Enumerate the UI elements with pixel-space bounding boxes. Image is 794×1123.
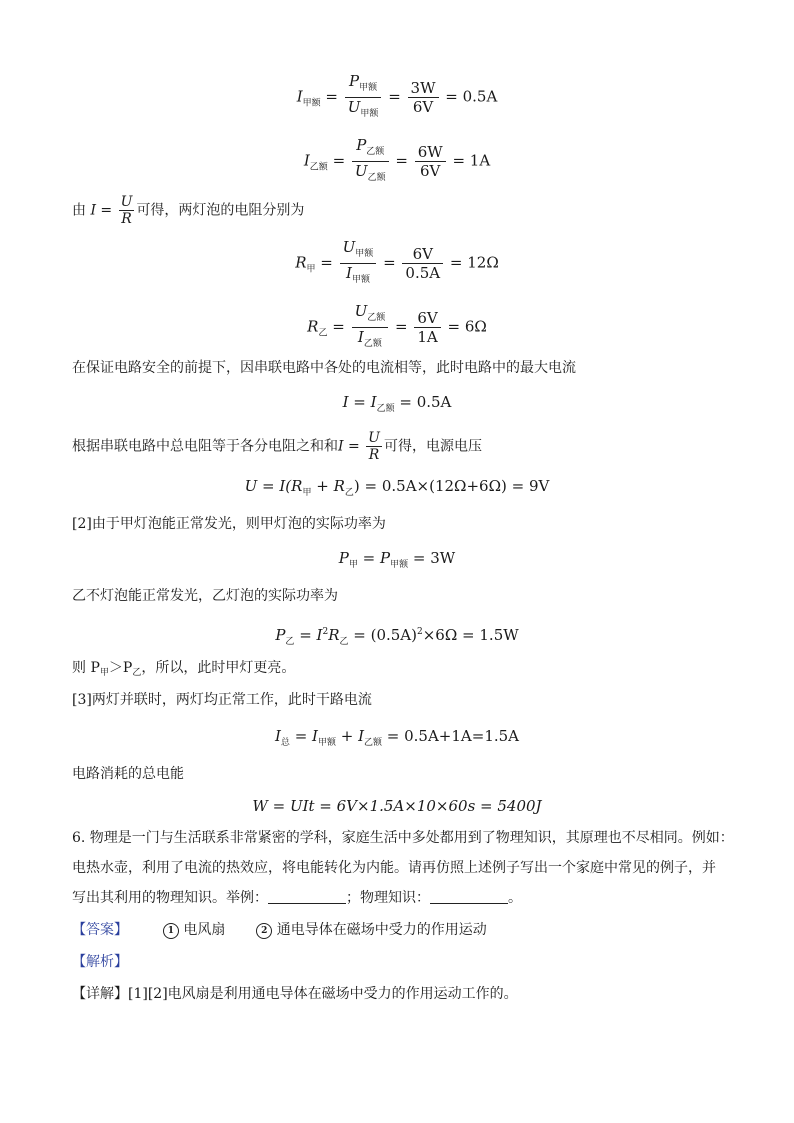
circled-number-2: 2: [256, 923, 272, 939]
equation-power-yi: $P_乙 = I^2R_乙 = (0.5A)^2\times 6\Omega = 1.5W$: [275, 626, 519, 647]
equation-total-current: $I_总 = I_{甲额} + I_{乙额} = 0.5A+1A=1.5A$: [274, 727, 520, 748]
circled-number-1: 1: [163, 923, 179, 939]
answer-tag: 【答案】: [72, 922, 128, 938]
question-6-line-1: 6. 物理是一门与生活联系非常紧密的学科，家庭生活中多处都用到了物理知识，其原理也不尽相同。例如：: [72, 830, 734, 846]
answer-line: 【答案】 1 电风扇 2 通电导体在磁场中受力的作用运动: [72, 922, 487, 938]
equation-current-jia: $I_{甲额}$ = $\frac{P_{甲额}}{U_{甲额}}$ = $\frac{3W}{6V}$ = 0.5A: [296, 72, 498, 119]
text-parallel-intro: [3]两灯并联时，两灯均正常工作，此时干路电流: [72, 692, 372, 708]
equation-total-energy: W = UIt = 6V×1.5A×10×60s = 5400J: [252, 797, 542, 815]
answer-blank-example[interactable]: [268, 889, 346, 904]
question-6-line-3: 写出其利用的物理知识。举例： ；物理知识： 。: [72, 890, 522, 906]
text-resistance-intro: 由 I = $\frac{U}{R}$ 可得，两灯泡的电阻分别为: [72, 194, 305, 227]
text-voltage-intro: 根据串联电路中总电阻等于各分电阻之和和I = $\frac{U}{R}$ 可得，电源电压: [72, 430, 482, 463]
answer-blank-knowledge[interactable]: [430, 889, 508, 904]
detail-line: 【详解】[1][2]电风扇是利用通电导体在磁场中受力的作用运动工作的。: [72, 986, 518, 1002]
text-power-jia-intro: [2]由于甲灯泡能正常发光，则甲灯泡的实际功率为: [72, 516, 386, 532]
analysis-line: [72, 952, 722, 972]
text-power-yi-intro: 乙不灯泡能正常发光，乙灯泡的实际功率为: [72, 588, 338, 604]
equation-current-yi: $I_{乙额}$ = $\frac{P_{乙额}}{U_{乙额}}$ = $\frac{6W}{6V}$ = 1A: [303, 136, 491, 183]
equation-resistance-jia: $R_甲$ = $\frac{U_{甲额}}{I_{甲额}}$ = $\frac{6V}{0.5A}$ = 12Ω: [295, 238, 499, 285]
question-6-line-2: 电热水壶，利用了电流的热效应，将电能转化为内能。请再仿照上述例子写出一个家庭中常见的例子，并: [72, 860, 716, 876]
equation-power-jia: $P_甲 = P_{甲额} = 3W$: [338, 549, 456, 570]
equation-supply-voltage: $U = I(R_甲 + R_乙) = 0.5A\times(12\Omega+6\Omega) = 9V$: [244, 477, 550, 498]
text-energy-intro: 电路消耗的总电能: [72, 766, 184, 782]
text-series-current: 在保证电路安全的前提下，因串联电路中各处的电流相等，此时电路中的最大电流: [72, 360, 576, 376]
analysis-tag: 【解析】: [72, 954, 128, 970]
equation-max-current: $I = I_{乙额} = 0.5A$: [342, 393, 452, 414]
detail-tag: 【详解】: [72, 986, 128, 1002]
equation-resistance-yi: $R_乙$ = $\frac{U_{乙额}}{I_{乙额}}$ = $\frac{6V}{1A}$ = 6Ω: [307, 302, 487, 349]
text-compare-power: 则 $P_甲>P_乙$，所以，此时甲灯更亮。: [72, 660, 296, 678]
